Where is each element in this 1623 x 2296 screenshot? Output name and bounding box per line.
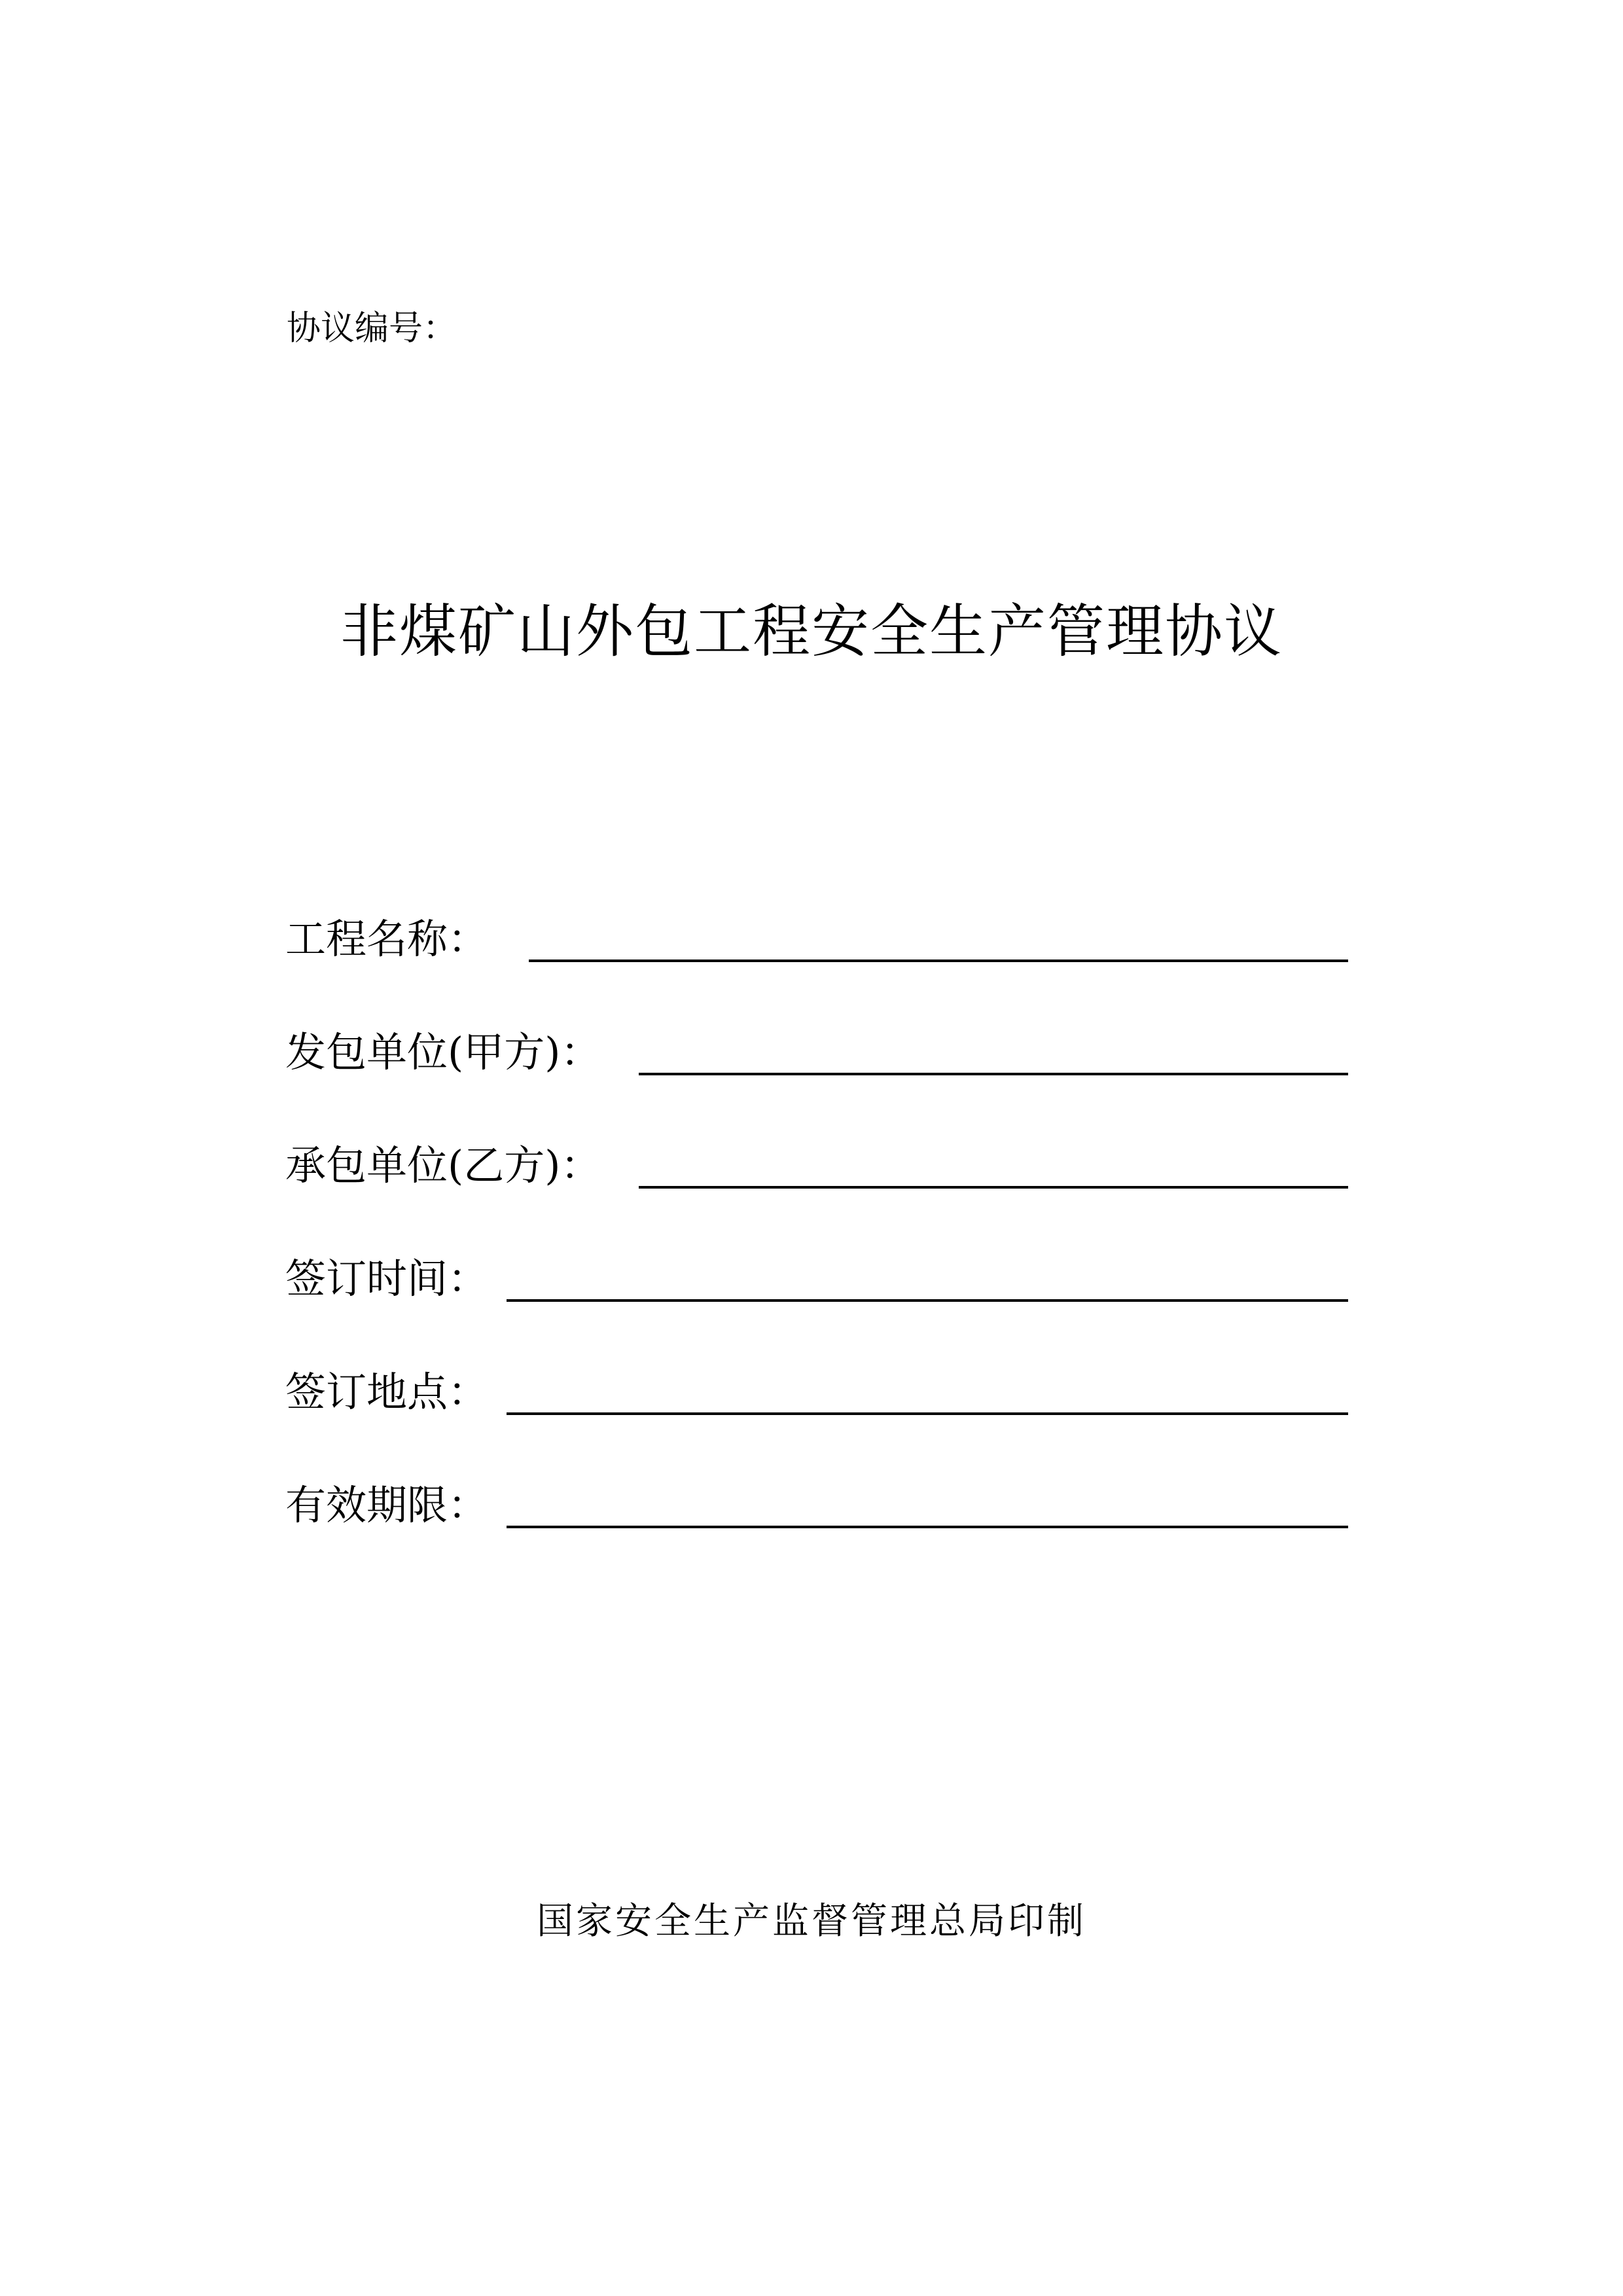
field-party-b	[285, 1130, 1348, 1195]
field-label: 工程名称：	[285, 915, 489, 963]
field-label: 签订地点：	[285, 1368, 489, 1416]
field-validity-period	[285, 1469, 1348, 1535]
field-signing-time	[285, 1243, 1348, 1308]
field-blank-line[interactable]	[639, 1073, 1348, 1075]
field-project-name	[285, 903, 1348, 969]
issuer-footer: 国家安全生产监督管理总局印制	[537, 1900, 1086, 1943]
field-blank-line[interactable]	[507, 1412, 1348, 1415]
field-label: 发包单位(甲方)：	[285, 1028, 601, 1076]
field-blank-line[interactable]	[639, 1186, 1348, 1189]
field-label: 承包单位(乙方)：	[285, 1141, 601, 1189]
field-label: 签订时间：	[285, 1255, 489, 1302]
field-party-a	[285, 1016, 1348, 1082]
field-signing-place	[285, 1356, 1348, 1422]
field-blank-line[interactable]	[507, 1526, 1348, 1528]
agreement-number-label: 协议编号：	[287, 309, 457, 348]
field-blank-line[interactable]	[529, 960, 1348, 962]
field-blank-line[interactable]	[507, 1299, 1348, 1302]
document-title: 非煤矿山外包工程安全生产管理协议	[340, 598, 1283, 665]
field-label: 有效期限：	[285, 1481, 489, 1529]
